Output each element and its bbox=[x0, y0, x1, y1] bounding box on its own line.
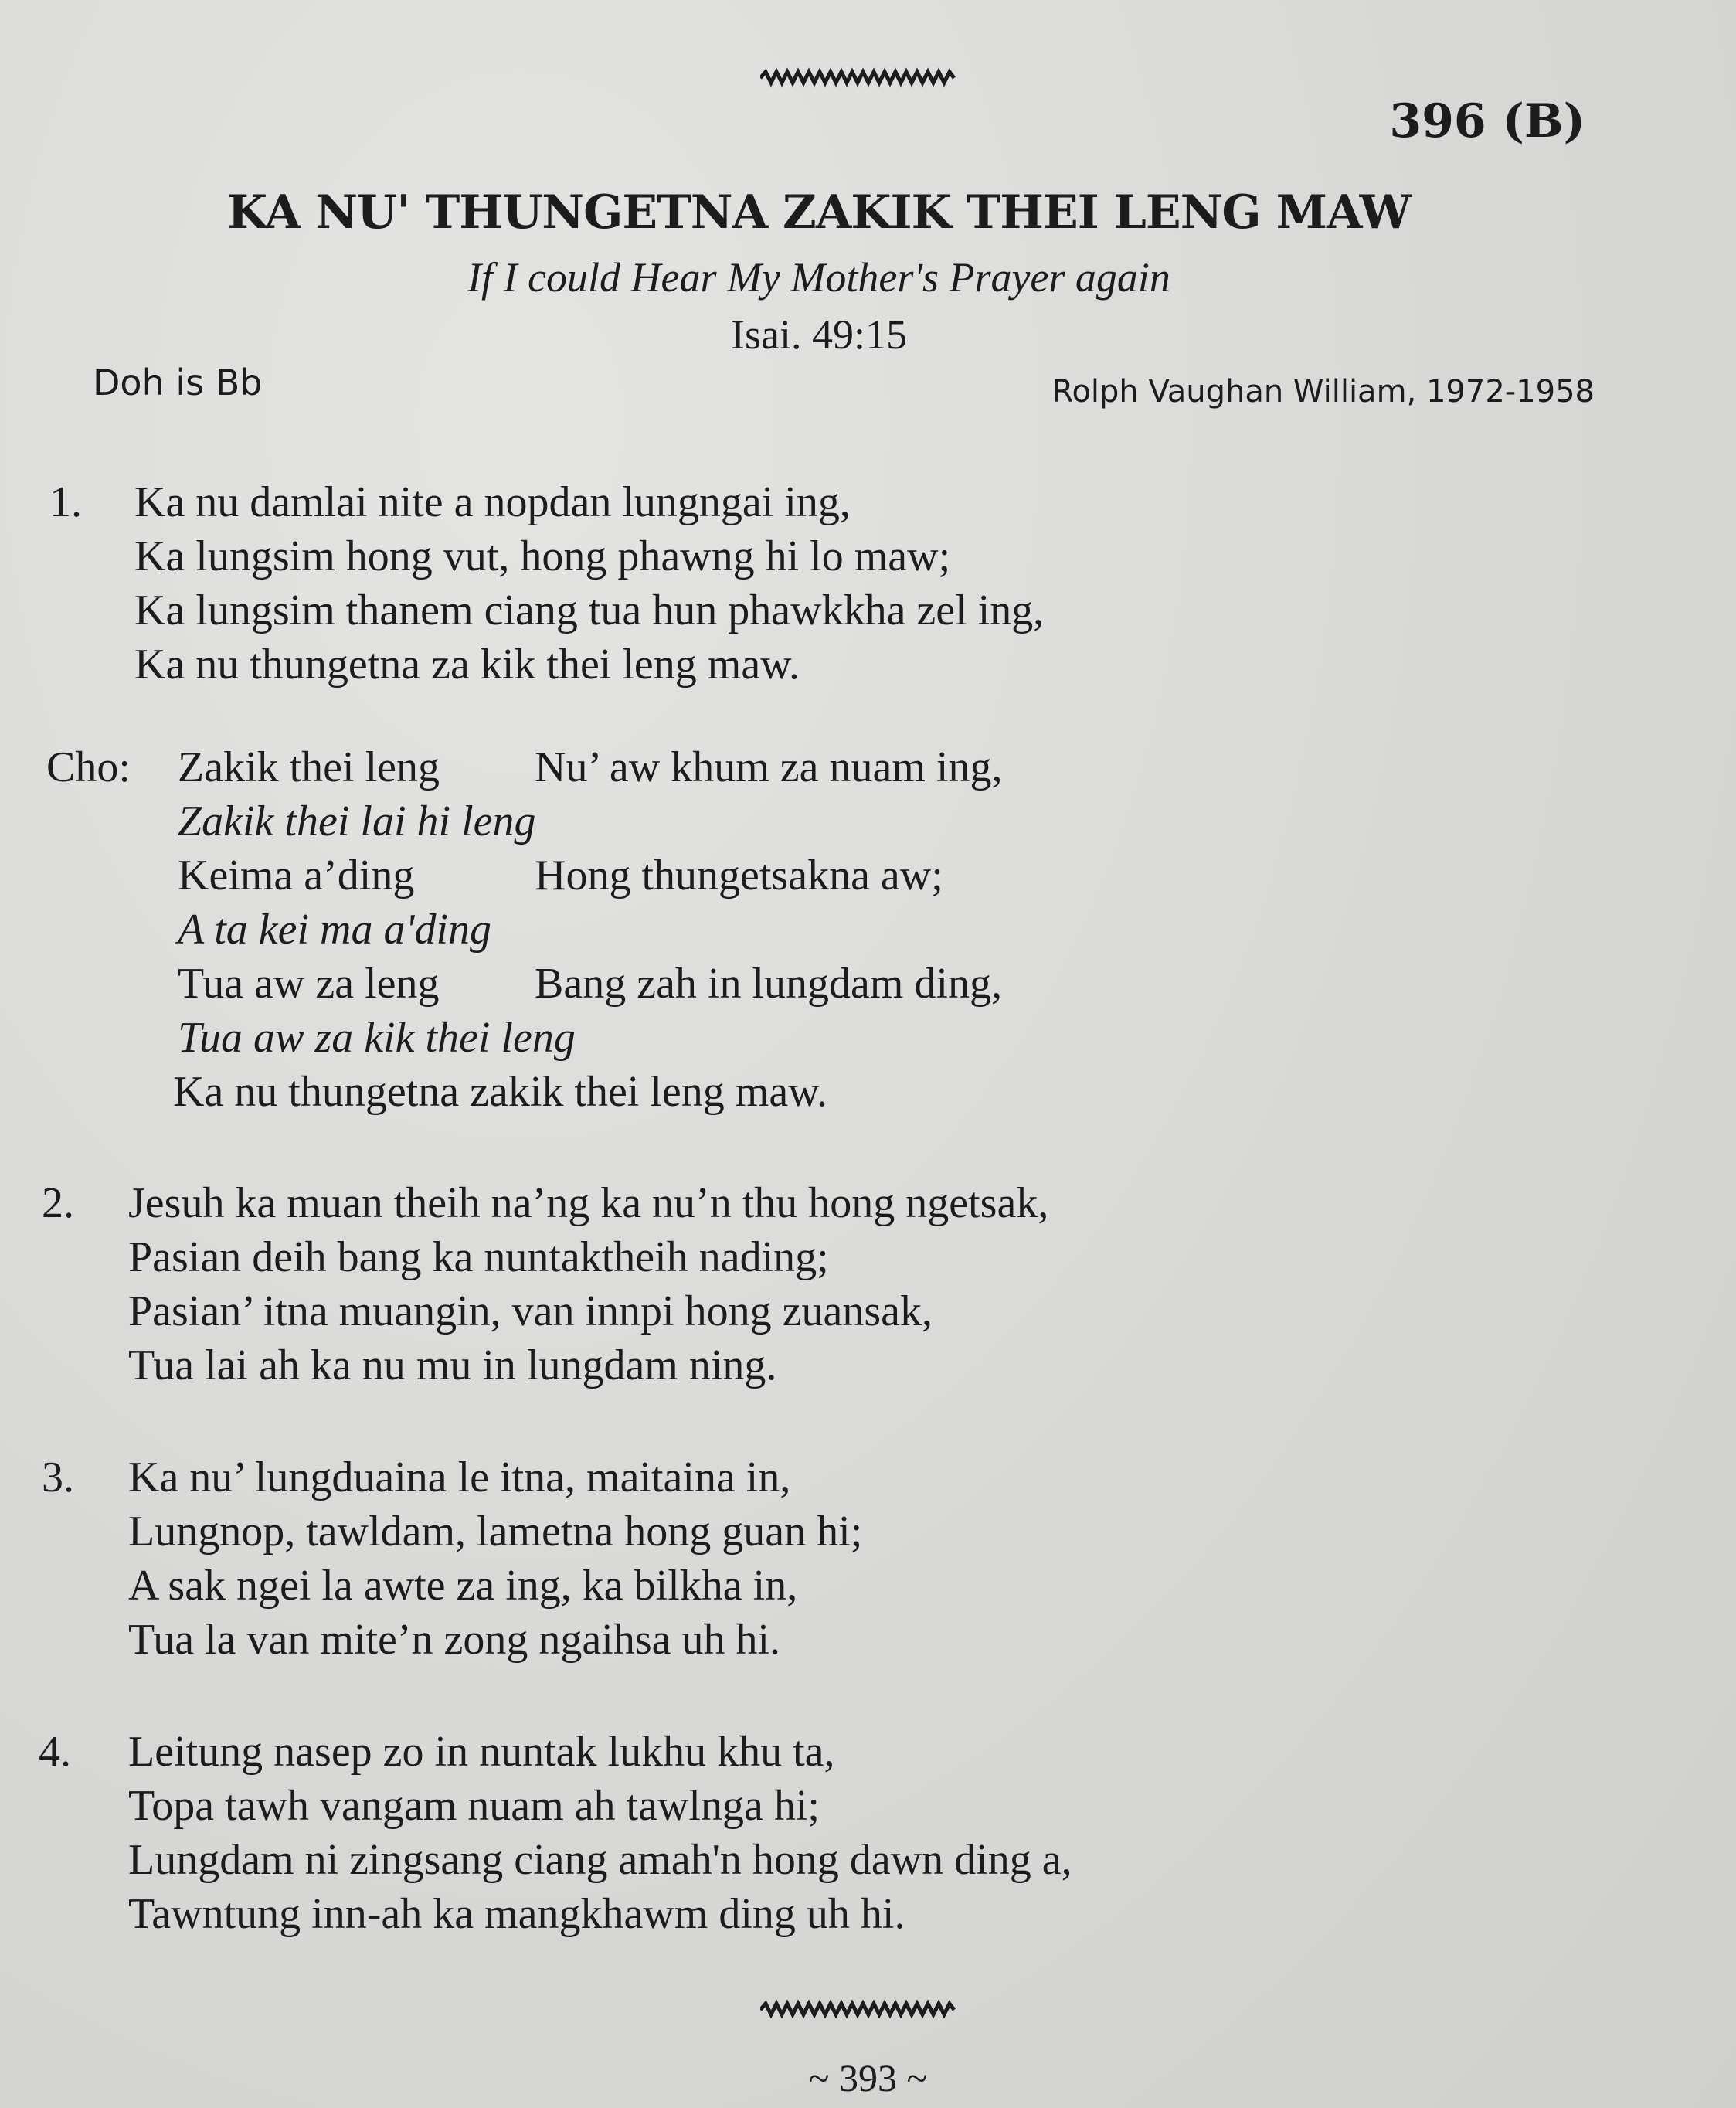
verse-number: 4. bbox=[39, 1728, 71, 1776]
composer: Rolph Vaughan William, 1972-1958 bbox=[1051, 374, 1595, 410]
verse-line: Lungdam ni zingsang ciang amah'n hong dawn ding a, bbox=[128, 1836, 1072, 1884]
chorus-label: Cho: bbox=[46, 743, 131, 791]
top-ornament bbox=[0, 66, 1736, 94]
verse-line: Topa tawh vangam nuam ah tawlnga hi; bbox=[128, 1782, 820, 1830]
verse-line: Ka lungsim thanem ciang tua hun phawkkha zel ing, bbox=[134, 586, 1045, 634]
verse-line: Tawntung inn-ah ka mangkhawm ding uh hi. bbox=[128, 1890, 905, 1938]
verse-line: Lungnop, tawldam, lametna hong guan hi; bbox=[128, 1508, 863, 1556]
hymn-number: 396 (B) bbox=[1389, 94, 1585, 148]
verse-line: Ka lungsim hong vut, hong phawng hi lo maw; bbox=[134, 532, 951, 580]
scripture-reference: Isai. 49:15 bbox=[731, 311, 907, 358]
page-number: ~ 393 ~ bbox=[808, 2056, 928, 2100]
hymn-title: KA NU' THUNGETNA ZAKIK THEI LENG MAW bbox=[227, 185, 1411, 240]
verse-line: Ka nu’ lungduaina le itna, maitaina in, bbox=[128, 1454, 791, 1501]
verse-number: 2. bbox=[42, 1179, 74, 1227]
verse-line: Tua lai ah ka nu mu in lungdam ning. bbox=[128, 1341, 777, 1389]
verse-line: Ka nu thungetna za kik thei leng maw. bbox=[134, 641, 800, 688]
chorus-line: Hong thungetsakna aw; bbox=[535, 852, 943, 899]
verse-line: Ka nu damlai nite a nopdan lungngai ing, bbox=[134, 478, 851, 526]
chorus-line: Zakik thei leng bbox=[178, 743, 440, 791]
chorus-line: Ka nu thungetna zakik thei leng maw. bbox=[173, 1068, 827, 1116]
chorus-line: Nu’ aw khum za nuam ing, bbox=[535, 743, 1003, 791]
key-signature: Doh is Bb bbox=[93, 362, 263, 403]
chorus-line: Bang zah in lungdam ding, bbox=[535, 960, 1003, 1008]
verse-line: Pasian’ itna muangin, van innpi hong zuansak, bbox=[128, 1287, 933, 1335]
verse-number: 1. bbox=[49, 478, 82, 526]
bottom-ornament bbox=[0, 1998, 1736, 2025]
verse-line: A sak ngei la awte za ing, ka bilkha in, bbox=[128, 1562, 798, 1610]
chorus-echo: Tua aw za kik thei leng bbox=[178, 1014, 576, 1062]
chorus-echo: A ta kei ma a'ding bbox=[178, 906, 491, 954]
verse-number: 3. bbox=[42, 1454, 74, 1501]
verse-line: Jesuh ka muan theih na’ng ka nu’n thu hong ngetsak, bbox=[128, 1179, 1049, 1227]
chorus-echo: Zakik thei lai hi leng bbox=[178, 797, 536, 845]
chorus-line: Tua aw za leng bbox=[178, 960, 440, 1008]
chorus-line: Keima a’ding bbox=[178, 852, 415, 899]
verse-line: Tua la van mite’n zong ngaihsa uh hi. bbox=[128, 1616, 781, 1664]
hymn-subtitle: If I could Hear My Mother's Prayer again bbox=[467, 254, 1170, 301]
verse-line: Pasian deih bang ka nuntaktheih nading; bbox=[128, 1233, 829, 1281]
verse-line: Leitung nasep zo in nuntak lukhu khu ta, bbox=[128, 1728, 835, 1776]
